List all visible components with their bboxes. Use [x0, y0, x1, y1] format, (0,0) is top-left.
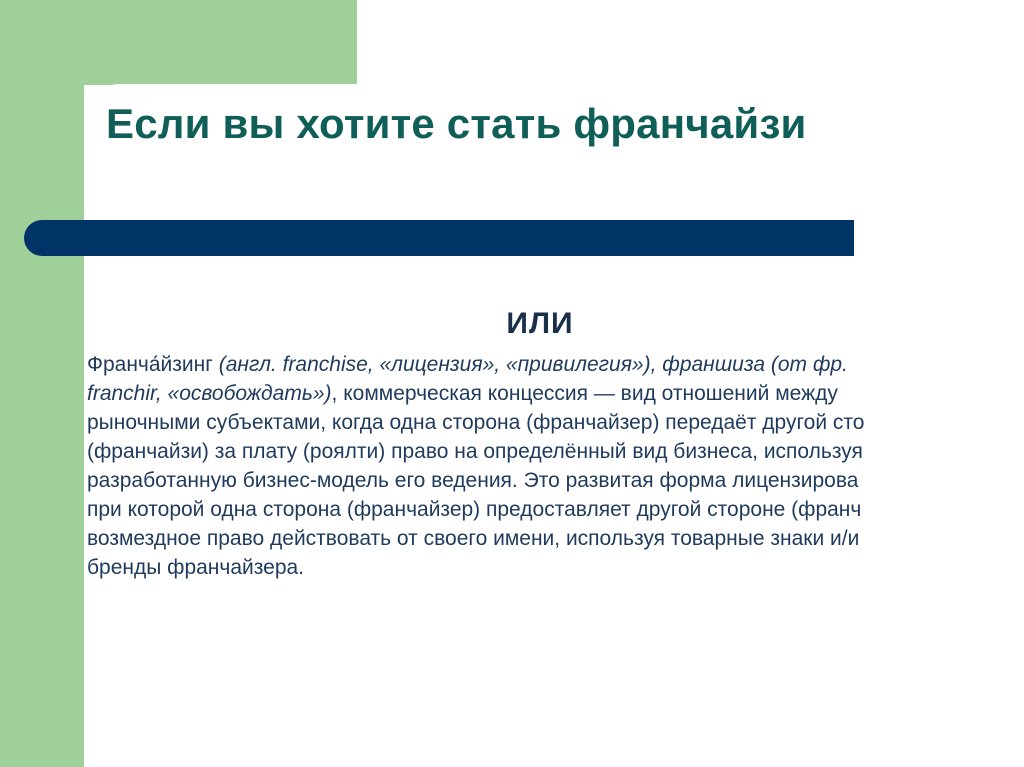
definition-line-2	[87, 379, 1024, 408]
etymology-text: (англ. franchise, «лицензия», «привилегия»), франшиза (от фр.	[212, 353, 848, 376]
etymology-french: franchir, «освобождать»)	[87, 382, 332, 405]
definition-paragraph	[87, 350, 1024, 582]
slide-title: Если вы хотите стать франчайзи	[106, 100, 807, 147]
definition-line-4: (франчайзи) за плату (роялти) право на определённый вид бизнеса, используя	[87, 440, 863, 463]
definition-line-3: рыночными субъектами, когда одна сторона (франчайзер) передаёт другой сто	[87, 411, 865, 434]
definition-line-8: бренды франчайзера.	[87, 556, 305, 579]
green-frame-left	[0, 0, 84, 767]
definition-line-1	[87, 350, 1024, 379]
or-heading: ИЛИ	[506, 307, 574, 340]
definition-line-7: возмездное право действовать от своего имени, используя товарные знаки и/и	[87, 527, 860, 550]
title-underline-bar	[24, 220, 854, 256]
definition-line-6: при которой одна сторона (франчайзер) предоставляет другой стороне (франч	[87, 498, 862, 521]
definition-text-2: , коммерческая концессия — вид отношений между	[331, 382, 838, 405]
definition-line-5: разработанную бизнес-модель его ведения. Это развитая форма лицензирова	[87, 469, 859, 492]
term-franchising: Франча́йзинг	[87, 353, 213, 376]
